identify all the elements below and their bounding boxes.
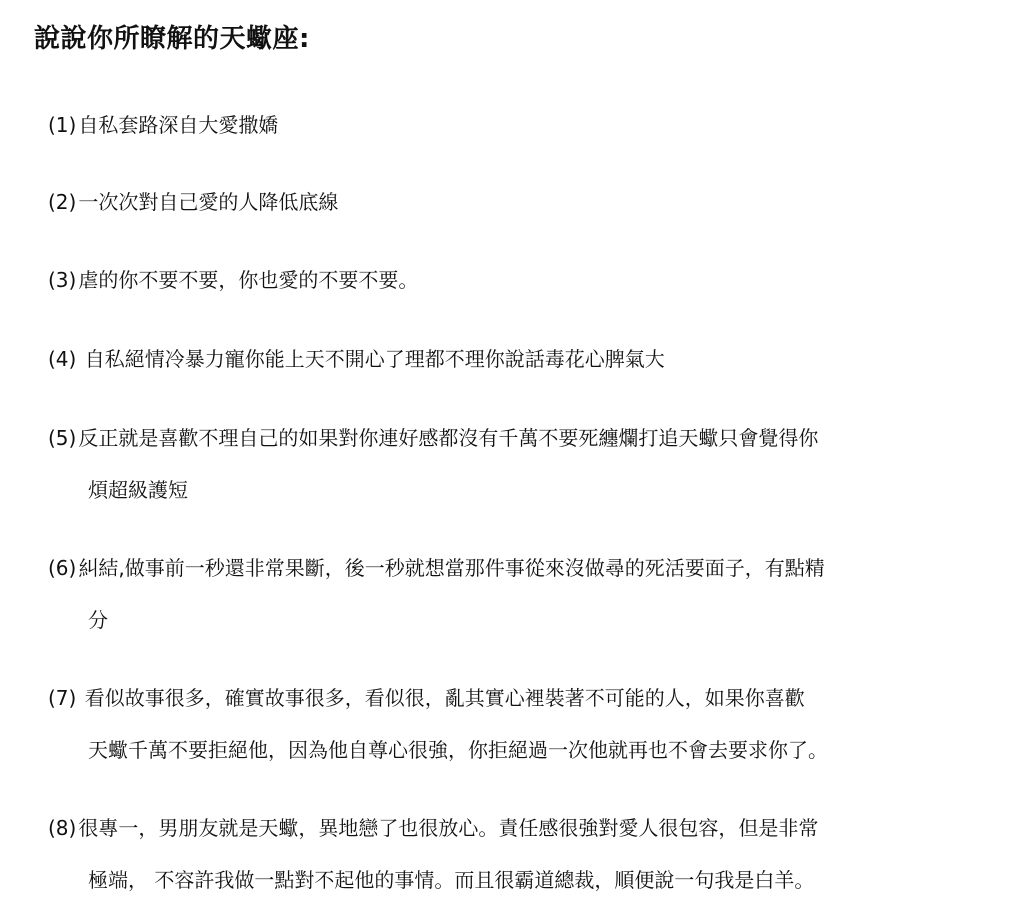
item-text: 虐的你不要不要，你也愛的不要不要。 (78, 268, 419, 292)
list-item-5 (48, 412, 978, 516)
list-item-3 (48, 254, 978, 306)
list-item-7 (48, 672, 978, 776)
item-text: 看似故事很多，確實故事很多，看似很，亂其實心裡裝著不可能的人，如果你喜歡 (78, 686, 805, 710)
item-number: (6) (48, 556, 77, 580)
item-line (48, 412, 978, 464)
item-text: 自私絕情冷暴力寵你能上天不開心了理都不理你說話毒花心脾氣大 (78, 347, 665, 371)
item-line-continued: 天蠍千萬不要拒絕他，因為他自尊心很強，你拒絕過一次他就再也不會去要求你了。 (88, 738, 828, 762)
item-number: (4) (48, 347, 77, 371)
item-number: (2) (48, 190, 77, 214)
item-line (48, 333, 978, 385)
item-text: 糾結,做事前一秒還非常果斷，後一秒就想當那件事從來沒做尋的死活要面子，有點精 (78, 556, 825, 580)
item-number: (1) (48, 113, 77, 137)
item-line (48, 254, 978, 306)
item-number: (7) (48, 686, 77, 710)
item-number: (3) (48, 268, 77, 292)
item-line (48, 542, 978, 594)
item-line-continued: 分 (88, 608, 108, 632)
item-line (48, 802, 978, 854)
list-item-2 (48, 176, 978, 228)
item-line (48, 176, 978, 228)
list-item-1 (48, 99, 978, 151)
item-text: 很專一，男朋友就是天蠍，異地戀了也很放心。責任感很強對愛人很包容，但是非常 (78, 816, 819, 840)
item-line-continued: 極端， 不容許我做一點對不起他的事情。而且很霸道總裁，順便說一句我是白羊。 (88, 868, 815, 892)
page-title: 說說你所瞭解的天蠍座: (34, 24, 310, 54)
item-text: 反正就是喜歡不理自己的如果對你連好感都沒有千萬不要死纏爛打追天蠍只會覺得你 (78, 426, 819, 450)
item-line-continued: 煩超級護短 (88, 478, 188, 502)
item-text: 自私套路深自大愛撒嬌 (78, 113, 279, 137)
item-line (48, 672, 978, 724)
item-text: 一次次對自己愛的人降低底線 (78, 190, 339, 214)
item-number: (5) (48, 426, 77, 450)
list-item-4 (48, 333, 978, 385)
list-item-6 (48, 542, 978, 646)
item-number: (8) (48, 816, 77, 840)
list-item-8 (48, 802, 978, 906)
item-line (48, 99, 978, 151)
